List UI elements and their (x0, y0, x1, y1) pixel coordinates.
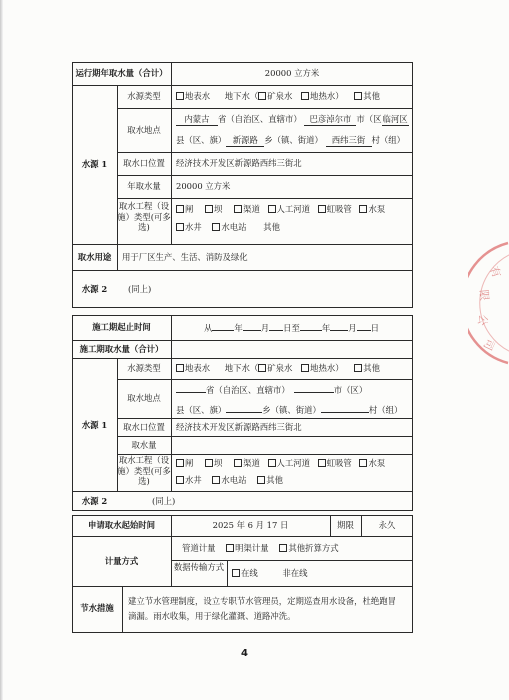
source2-value: (同上) (128, 284, 152, 294)
location-label: 取水地点 (127, 125, 161, 135)
source-type-label: 水源类型 (127, 91, 161, 101)
checkbox-icon[interactable] (359, 205, 367, 213)
water-saving-label: 节水措施 (80, 603, 114, 613)
source-type-label-b: 水源类型 (127, 363, 161, 373)
svg-text:公: 公 (475, 313, 490, 327)
apply-start-date: 2025 年 6 月 17 日 (212, 520, 289, 530)
checkbox-icon[interactable] (205, 459, 213, 467)
location-line-2-b: 县（区、旗） 乡（镇、街道） 村（组） (176, 405, 403, 415)
intake-value-b: 经济技术开发区新源路西纬三街北 (176, 422, 302, 432)
term-value: 永久 (378, 520, 396, 530)
annual-volume-label: 年取水量 (127, 181, 161, 191)
checkbox-icon[interactable] (268, 459, 276, 467)
scan-edge (0, 0, 3, 700)
metering-label: 计量方式 (104, 556, 139, 566)
op-volume-value: 20000 立方米 (264, 68, 320, 78)
checkbox-icon[interactable] (232, 569, 240, 577)
checkbox-icon[interactable] (226, 544, 234, 552)
source2-label: 水源 2 (81, 284, 108, 294)
works-options-row1-b: 闸 坝 渠道 人工河道 虹吸管 水泵 (176, 458, 385, 469)
source-type-options: 地表水 地下水（ 矿泉水 地热水） 其他 (176, 91, 380, 102)
volume-label-b: 取水量 (131, 440, 157, 450)
intake-value: 经济技术开发区新源路西纬三街北 (176, 158, 302, 168)
water-use-value: 用于厂区生产、生活、消防及绿化 (122, 252, 248, 262)
svg-text:有: 有 (487, 264, 504, 280)
checkbox-icon[interactable] (234, 205, 242, 213)
checkbox-icon[interactable] (176, 205, 184, 213)
checkbox-icon[interactable] (258, 92, 266, 100)
source-type-options-b: 地表水 地下水（ 矿泉水 地热水） 其他 (176, 363, 380, 374)
svg-text:限: 限 (477, 289, 491, 302)
works-type-label: 取水工程（设施）类型(可多选) (117, 201, 171, 232)
checkbox-icon[interactable] (176, 476, 184, 484)
source2b-label: 水源 2 (81, 496, 108, 506)
apply-start-label: 申请取水起始时间 (88, 520, 155, 530)
checkbox-icon[interactable] (301, 364, 309, 372)
transfer-label: 数据传输方式 (173, 562, 225, 572)
water-use-label: 取水用途 (77, 252, 112, 262)
page-number: 4 (241, 648, 248, 659)
checkbox-icon[interactable] (354, 364, 362, 372)
location-label-b: 取水地点 (127, 393, 161, 403)
intake-label: 取水口位置 (123, 158, 165, 168)
checkbox-icon[interactable] (257, 476, 265, 484)
checkbox-icon[interactable] (359, 459, 367, 467)
construction-period-label: 施工期起止时间 (92, 322, 151, 332)
checkbox-icon[interactable] (176, 459, 184, 467)
location-line-2: 县（区、旗） 新源路 乡（镇、街道） 西纬三街 村（组） (176, 135, 406, 145)
op-volume-label: 运行期年取水量（合计） (75, 68, 168, 78)
checkbox-icon[interactable] (318, 459, 326, 467)
checkbox-icon[interactable] (212, 223, 220, 231)
checkbox-icon[interactable] (354, 92, 362, 100)
checkbox-icon[interactable] (301, 92, 309, 100)
checkbox-icon[interactable] (279, 544, 287, 552)
construction-volume-label: 施工期取水量（合计） (79, 344, 164, 354)
works-options-row2-b: 水井 水电站 其他 (176, 475, 283, 486)
checkbox-icon[interactable] (258, 364, 266, 372)
source1-label: 水源 1 (81, 159, 108, 169)
works-options-row1: 闸 坝 渠道 人工河道 虹吸管 水泵 (176, 204, 385, 215)
checkbox-icon[interactable] (176, 92, 184, 100)
checkbox-icon[interactable] (176, 364, 184, 372)
checkbox-icon[interactable] (205, 205, 213, 213)
works-type-label-b: 取水工程（设施）类型(可多选) (117, 455, 171, 486)
company-seal-stamp (468, 238, 509, 368)
water-saving-line2: 滴漏。雨水收集，用于绿化灌溉、道路冲洗。 (128, 611, 296, 621)
checkbox-icon[interactable] (268, 205, 276, 213)
checkbox-icon[interactable] (176, 223, 184, 231)
transfer-options: 在线 非在线 (232, 568, 308, 579)
term-label: 期限 (337, 520, 354, 530)
location-line-1-b: 省（自治区、直辖市） 市（区） (176, 384, 367, 396)
source2b-value: (同上) (152, 496, 176, 506)
intake-label-b: 取水口位置 (123, 422, 165, 432)
source1b-label: 水源 1 (81, 420, 108, 430)
svg-text:司: 司 (480, 336, 498, 353)
checkbox-icon[interactable] (212, 476, 220, 484)
metering-options: 管道计量 明渠计量 其他折算方式 (182, 543, 339, 553)
works-options-row2: 水井 水电站 其他 (176, 222, 280, 233)
checkbox-icon[interactable] (234, 459, 242, 467)
location-line-1: 内蒙古 省（自治区、直辖市） 巴彦淖尔市 市（区临河区 (176, 114, 409, 126)
annual-volume-value: 20000 立方米 (176, 181, 231, 191)
checkbox-icon[interactable] (318, 205, 326, 213)
water-saving-line1: 建立节水管理制度，设立专职节水管理员，定期巡查用水设备，杜绝跑冒 (128, 596, 396, 606)
construction-period-value: 从 年 月 日至 年 月 日 (204, 323, 379, 333)
